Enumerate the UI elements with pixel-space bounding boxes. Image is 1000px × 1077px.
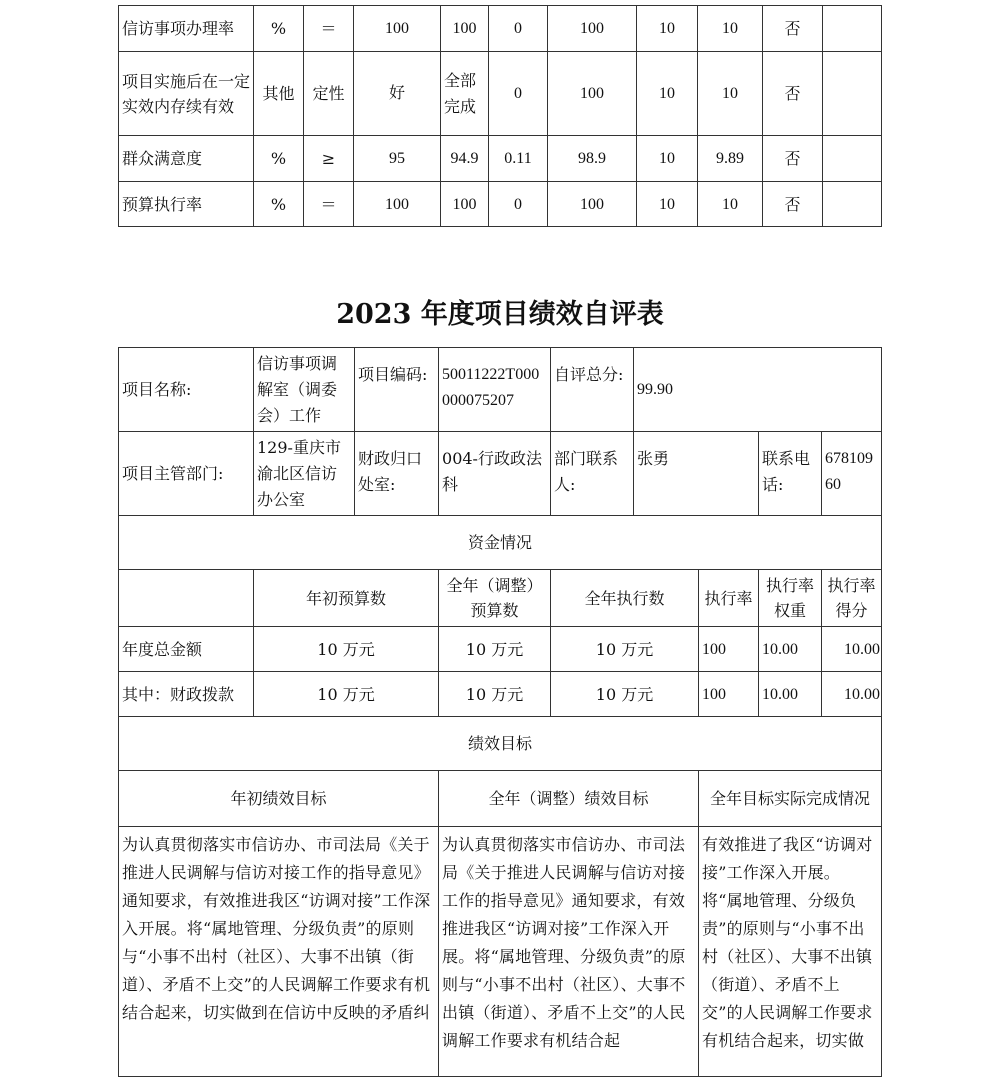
dept-value: 129-重庆市渝北区信访办公室 [254,432,355,516]
indicator-cell-rate: 100 [548,6,637,52]
project-code-label: 项目编码: [355,348,439,432]
self-score-label: 自评总分: [551,348,634,432]
indicator-cell-weight: 10 [637,6,698,52]
indicator-cell-unit: % [254,6,304,52]
funds-cell-init: 10 万元 [254,627,439,672]
indicator-cell-weight: 10 [637,182,698,227]
indicator-cell-op: 定性 [304,52,354,136]
funds-header-blank [119,570,254,627]
indicator-row [119,52,882,136]
indicator-cell-target: 100 [354,6,441,52]
funds-section-row [119,516,882,570]
indicator-cell-name: 预算执行率 [119,182,254,227]
funds-cell-score: 10.00 [822,672,882,717]
indicator-cell-rate: 100 [548,182,637,227]
goals-header-row [119,771,882,827]
indicator-cell-dev: 0.11 [489,136,548,182]
self-score-value: 99.90 [634,348,882,432]
indicator-cell-weight: 10 [637,136,698,182]
phone-label: 联系电话: [759,432,822,516]
fin-office-value: 004-行政政法科 [439,432,551,516]
indicator-cell-actual: 100 [441,6,489,52]
funds-cell-weight: 10.00 [759,672,822,717]
dept-label: 项目主管部门: [119,432,254,516]
goals-header-adj: 全年（调整）绩效目标 [439,771,699,827]
indicator-cell-actual: 全部完成 [441,52,489,136]
funds-cell-weight: 10.00 [759,627,822,672]
indicator-cell-unit: % [254,182,304,227]
info-row-1 [119,348,882,432]
indicator-cell-note [823,52,882,136]
indicator-cell-flag: 否 [763,182,823,227]
indicator-cell-dev: 0 [489,6,548,52]
funds-header-score: 执行率得分 [822,570,882,627]
funds-row-label: 其中：财政拨款 [119,672,254,717]
indicator-cell-name: 信访事项办理率 [119,6,254,52]
funds-header-init: 年初预算数 [254,570,439,627]
goals-section-row [119,717,882,771]
indicator-cell-actual: 94.9 [441,136,489,182]
project-name-label: 项目名称: [119,348,254,432]
funds-row-total [119,627,882,672]
goals-adj-text: 为认真贯彻落实市信访办、市司法局《关于推进人民调解与信访对接工作的指导意见》通知要求，有效推进我区“访调对接”工作深入开展。将“属地管理、分级负责”的原则与“小事不出村（社区）、大事不出镇（街道）、矛盾不上交”的人民调解工作要求有机结合起 [439,827,699,1077]
indicator-cell-score: 10 [698,52,763,136]
indicator-cell-unit: 其他 [254,52,304,136]
funds-cell-adj: 10 万元 [439,627,551,672]
indicator-cell-target: 好 [354,52,441,136]
project-code-value: 50011222T000000075207 [439,348,551,432]
goals-actual-text: 有效推进了我区“访调对接”工作深入开展。将“属地管理、分级负责”的原则与“小事不出村（社区）、大事不出镇（街道）、矛盾不上交”的人民调解工作要求有机结合起来，切实做 [699,827,882,1077]
funds-header-weight: 执行率权重 [759,570,822,627]
goals-header-init: 年初绩效目标 [119,771,439,827]
indicator-cell-rate: 98.9 [548,136,637,182]
funds-cell-init: 10 万元 [254,672,439,717]
indicator-cell-op: ＝ [304,6,354,52]
goals-init-text: 为认真贯彻落实市信访办、市司法局《关于推进人民调解与信访对接工作的指导意见》通知要求，有效推进我区“访调对接”工作深入开展。将“属地管理、分级负责”的原则与“小事不出村（社区）、大事不出镇（街道）、矛盾不上交”的人民调解工作要求有机结合起来，切实做到在信访中反映的矛盾纠 [119,827,439,1077]
goals-section-heading: 绩效目标 [119,717,882,771]
goals-header-actual: 全年目标实际完成情况 [699,771,882,827]
goals-text-row [119,827,882,1077]
funds-cell-adj: 10 万元 [439,672,551,717]
contact-value: 张勇 [634,432,759,516]
funds-section-heading: 资金情况 [119,516,882,570]
indicator-cell-note [823,6,882,52]
indicator-table [118,5,882,227]
page-title: 2023 年度项目绩效自评表 [336,299,664,330]
indicator-cell-target: 100 [354,182,441,227]
funds-header-rate: 执行率 [699,570,759,627]
funds-header-exec: 全年执行数 [551,570,699,627]
indicator-cell-flag: 否 [763,6,823,52]
indicator-row [119,136,882,182]
info-row-2 [119,432,882,516]
indicator-cell-rate: 100 [548,52,637,136]
funds-row-fiscal [119,672,882,717]
indicator-cell-op: ≥ [304,136,354,182]
funds-cell-rate: 100 [699,672,759,717]
indicator-cell-dev: 0 [489,182,548,227]
funds-header-row [119,570,882,627]
funds-row-label: 年度总金额 [119,627,254,672]
indicator-cell-score: 10 [698,6,763,52]
funds-cell-exec: 10 万元 [551,672,699,717]
indicator-cell-flag: 否 [763,136,823,182]
indicator-cell-score: 9.89 [698,136,763,182]
funds-cell-score: 10.00 [822,627,882,672]
indicator-cell-note [823,136,882,182]
contact-label: 部门联系人: [551,432,634,516]
indicator-cell-dev: 0 [489,52,548,136]
indicator-row [119,6,882,52]
indicator-cell-weight: 10 [637,52,698,136]
funds-header-adj: 全年（调整）预算数 [439,570,551,627]
funds-cell-rate: 100 [699,627,759,672]
indicator-cell-target: 95 [354,136,441,182]
indicator-cell-note [823,182,882,227]
fin-office-label: 财政归口处室: [355,432,439,516]
phone-value: 67810960 [822,432,882,516]
indicator-cell-op: ＝ [304,182,354,227]
self-evaluation-table [118,347,882,1077]
indicator-cell-flag: 否 [763,52,823,136]
indicator-cell-name: 项目实施后在一定实效内存续有效 [119,52,254,136]
indicator-cell-name: 群众满意度 [119,136,254,182]
funds-cell-exec: 10 万元 [551,627,699,672]
indicator-cell-score: 10 [698,182,763,227]
indicator-cell-unit: % [254,136,304,182]
project-name-value: 信访事项调解室（调委会）工作 [254,348,355,432]
indicator-row [119,182,882,227]
indicator-cell-actual: 100 [441,182,489,227]
